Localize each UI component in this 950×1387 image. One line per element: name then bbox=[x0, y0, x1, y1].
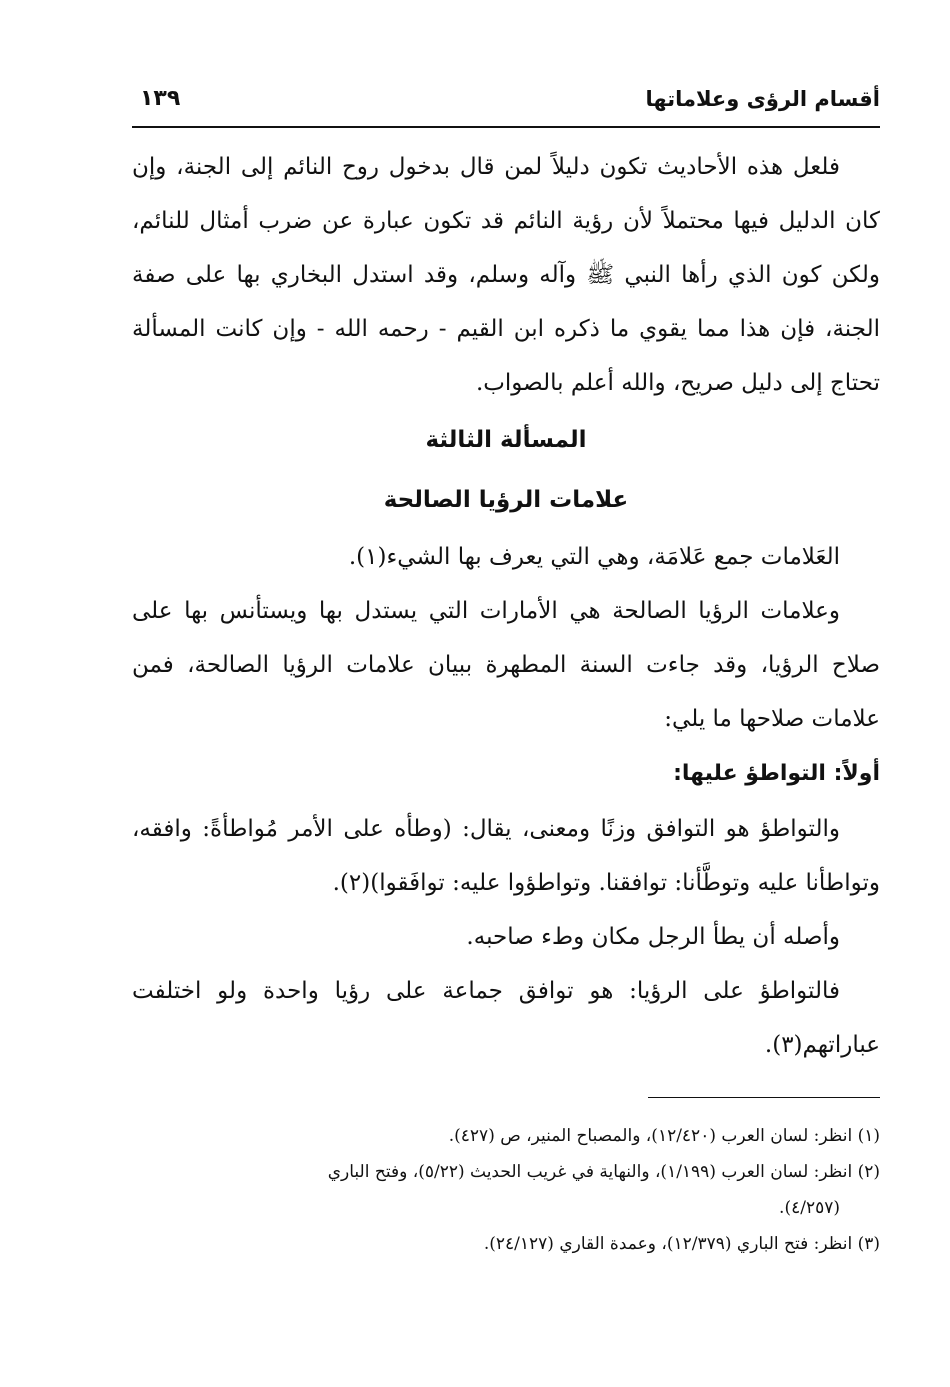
footnote-divider bbox=[648, 1097, 880, 1098]
point-1-heading: أولاً: التواطؤ عليها: bbox=[673, 761, 880, 786]
paragraph-1: فلعل هذه الأحاديث تكون دليلاً لمن قال بدخول روح النائم إلى الجنة، وإن كان الدليل فيها محتملاً لأن رؤية النائم قد تكون عبارة عن ضرب أمثال للنائم، ولكن كون الذي رأها النبي ﷺ وآله وسلم، وقد استدل البخاري بها على صفة الجنة، فإن هذا مما يقوي ما ذكره ابن القيم - رحمه الله - وإن كانت المسألة تحتاج إلى دليل صريح، والله أعلم بالصواب. bbox=[132, 154, 880, 396]
footnote-2-continuation: (٤/٢٥٧). bbox=[779, 1198, 840, 1218]
page-number: ١٣٩ bbox=[140, 86, 181, 111]
paragraph-2: العَلامات جمع عَلامَة، وهي التي يعرف بها الشيء(١). bbox=[348, 544, 840, 570]
paragraph-6: فالتواطؤ على الرؤيا: هو توافق جماعة على رؤيا واحدة ولو اختلفت عباراتهم(٣). bbox=[132, 978, 880, 1058]
main-text bbox=[132, 140, 880, 1072]
footnote-3: (٣) انظر: فتح الباري (١٢/٣٧٩)، وعمدة القاري (٢٤/١٢٧). bbox=[483, 1234, 880, 1254]
running-title: أقسام الرؤى وعلاماتها bbox=[645, 87, 880, 111]
paragraph-5: وأصله أن يطأ الرجل مكان وطء صاحبه. bbox=[466, 924, 840, 950]
page-header bbox=[132, 84, 880, 122]
section-subtitle: علامات الرؤيا الصالحة bbox=[383, 487, 629, 513]
footnote-2: (٢) انظر: لسان العرب (١/١٩٩)، والنهاية في غريب الحديث (٥/٢٢)، وفتح الباري bbox=[327, 1162, 880, 1182]
footnotes bbox=[132, 1118, 880, 1262]
paragraph-4: والتواطؤ هو التوافق وزنًا ومعنى، يقال: (وطأه على الأمر مُواطأةً: وافقه، وتواطأنا عليه وتوطَّأنا: توافقنا. وتواطؤوا عليه: توافَقوا)(٢). bbox=[132, 816, 880, 896]
paragraph-3: وعلامات الرؤيا الصالحة هي الأمارات التي يستدل بها ويستأنس بها على صلاح الرؤيا، وقد جاءت السنة المطهرة ببيان علامات الرؤيا الصالحة، فمن علامات صلاحها ما يلي: bbox=[132, 598, 880, 732]
section-title: المسألة الثالثة bbox=[425, 427, 587, 453]
header-divider bbox=[132, 126, 880, 128]
footnote-1: (١) انظر: لسان العرب (١٢/٤٢٠)، والمصباح المنير، ص (٤٢٧). bbox=[448, 1126, 880, 1146]
